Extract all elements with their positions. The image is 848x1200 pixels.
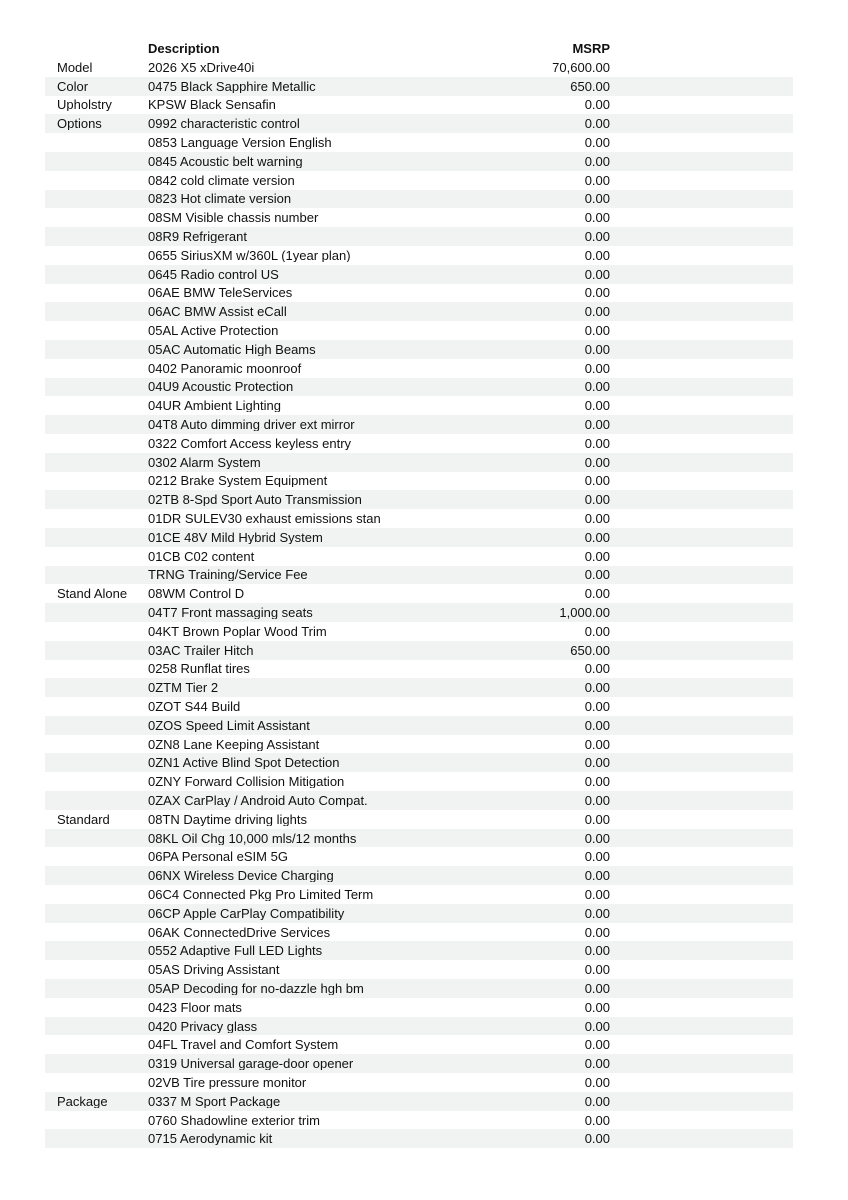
table-row — [45, 979, 793, 998]
row-description: 2026 X5 xDrive40i — [148, 60, 255, 74]
row-msrp: 0.00 — [584, 398, 610, 414]
table-row — [45, 321, 793, 340]
row-description: 08KL Oil Chg 10,000 mls/12 months — [148, 831, 357, 845]
table-row — [45, 622, 793, 641]
table-row — [45, 1017, 793, 1036]
row-msrp: 0.00 — [584, 1112, 610, 1128]
row-msrp: 0.00 — [584, 849, 610, 865]
row-description: 0258 Runflat tires — [148, 662, 250, 676]
table-row — [45, 847, 793, 866]
table-row — [45, 1073, 793, 1092]
row-msrp: 0.00 — [584, 1074, 610, 1090]
row-msrp: 0.00 — [584, 454, 610, 470]
row-description: 0842 cold climate version — [148, 173, 295, 187]
row-msrp: 0.00 — [584, 153, 610, 169]
row-msrp: 0.00 — [584, 943, 610, 959]
row-msrp: 70,600.00 — [552, 59, 610, 75]
row-msrp: 0.00 — [584, 304, 610, 320]
row-msrp: 0.00 — [584, 97, 610, 113]
row-msrp: 0.00 — [584, 1093, 610, 1109]
column-header-msrp: MSRP — [572, 40, 610, 56]
row-msrp: 0.00 — [584, 529, 610, 545]
row-msrp: 0.00 — [584, 285, 610, 301]
table-row — [45, 829, 793, 848]
row-description: KPSW Black Sensafin — [148, 98, 276, 112]
row-msrp: 650.00 — [570, 642, 610, 658]
table-row — [45, 453, 793, 472]
row-description: 05AP Decoding for no-dazzle hgh bm — [148, 981, 364, 995]
table-row — [45, 359, 793, 378]
table-row — [45, 208, 793, 227]
table-row — [45, 904, 793, 923]
column-header-description: Description — [148, 41, 220, 55]
row-msrp: 0.00 — [584, 473, 610, 489]
row-msrp: 0.00 — [584, 266, 610, 282]
row-description: 06AE BMW TeleServices — [148, 286, 293, 300]
row-description: 0475 Black Sapphire Metallic — [148, 79, 316, 93]
row-description: 04FL Travel and Comfort System — [148, 1038, 339, 1052]
table-row — [45, 753, 793, 772]
row-description: 03AC Trailer Hitch — [148, 643, 254, 657]
row-description: 0ZTM Tier 2 — [148, 681, 219, 695]
row-msrp: 0.00 — [584, 135, 610, 151]
row-description: 04U9 Acoustic Protection — [148, 380, 294, 394]
row-description: 01CB C02 content — [148, 549, 255, 563]
row-category: Model — [57, 60, 93, 74]
row-description: 05AL Active Protection — [148, 324, 279, 338]
table-row — [45, 885, 793, 904]
row-category: Package — [57, 1094, 108, 1108]
row-description: 06AK ConnectedDrive Services — [148, 925, 331, 939]
table-row — [45, 772, 793, 791]
table-row — [45, 584, 793, 603]
table-row — [45, 678, 793, 697]
row-msrp: 0.00 — [584, 661, 610, 677]
row-description: 0ZN1 Active Blind Spot Detection — [148, 756, 340, 770]
table-row — [45, 716, 793, 735]
row-description: 0302 Alarm System — [148, 455, 261, 469]
table-header-row — [45, 38, 793, 58]
row-description: 06AC BMW Assist eCall — [148, 305, 287, 319]
row-category: Upholstry — [57, 98, 112, 112]
row-msrp: 0.00 — [584, 511, 610, 527]
row-description: 0322 Comfort Access keyless entry — [148, 436, 352, 450]
row-description: 0423 Floor mats — [148, 1000, 242, 1014]
table-row — [45, 528, 793, 547]
row-description: 0337 M Sport Package — [148, 1094, 281, 1108]
table-row — [45, 810, 793, 829]
row-msrp: 0.00 — [584, 172, 610, 188]
table-row — [45, 660, 793, 679]
row-category: Options — [57, 117, 102, 131]
table-row — [45, 603, 793, 622]
row-msrp: 0.00 — [584, 999, 610, 1015]
table-row — [45, 791, 793, 810]
row-msrp: 0.00 — [584, 586, 610, 602]
table-row — [45, 265, 793, 284]
row-msrp: 1,000.00 — [559, 605, 610, 620]
row-description: 08R9 Refrigerant — [148, 230, 247, 244]
table-row — [45, 1129, 793, 1148]
row-description: 06C4 Connected Pkg Pro Limited Term — [148, 887, 374, 901]
row-msrp: 0.00 — [584, 247, 610, 263]
row-msrp: 0.00 — [584, 830, 610, 846]
row-description: 05AC Automatic High Beams — [148, 342, 316, 356]
row-description: 0212 Brake System Equipment — [148, 474, 328, 488]
row-msrp: 0.00 — [584, 868, 610, 884]
table-row — [45, 246, 793, 265]
row-description: 01CE 48V Mild Hybrid System — [148, 530, 323, 544]
row-description: 06NX Wireless Device Charging — [148, 869, 334, 883]
options-table — [45, 38, 793, 1148]
row-description: 0715 Aerodynamic kit — [148, 1132, 273, 1146]
table-row — [45, 396, 793, 415]
row-msrp: 0.00 — [584, 191, 610, 207]
table-row — [45, 1111, 793, 1130]
row-msrp: 0.00 — [584, 755, 610, 771]
row-msrp: 0.00 — [584, 323, 610, 339]
row-description: 0ZOT S44 Build — [148, 699, 241, 713]
table-row — [45, 190, 793, 209]
row-description: 01DR SULEV30 exhaust emissions stan — [148, 512, 381, 526]
table-row — [45, 941, 793, 960]
row-msrp: 0.00 — [584, 417, 610, 433]
row-msrp: 0.00 — [584, 229, 610, 245]
table-row — [45, 735, 793, 754]
row-msrp: 0.00 — [584, 548, 610, 564]
table-row — [45, 1092, 793, 1111]
table-row — [45, 284, 793, 303]
table-row — [45, 547, 793, 566]
row-category: Color — [57, 79, 89, 93]
row-description: 08SM Visible chassis number — [148, 211, 319, 225]
table-row — [45, 378, 793, 397]
row-description: 08WM Control D — [148, 587, 245, 601]
row-description: 04KT Brown Poplar Wood Trim — [148, 624, 327, 638]
row-msrp: 0.00 — [584, 1131, 610, 1147]
row-msrp: 0.00 — [584, 1018, 610, 1034]
row-msrp: 0.00 — [584, 360, 610, 376]
row-description: 0ZNY Forward Collision Mitigation — [148, 775, 345, 789]
row-description: 0ZN8 Lane Keeping Assistant — [148, 737, 320, 751]
table-row — [45, 472, 793, 491]
table-row — [45, 171, 793, 190]
row-msrp: 0.00 — [584, 116, 610, 132]
row-msrp: 0.00 — [584, 792, 610, 808]
row-msrp: 0.00 — [584, 435, 610, 451]
row-description: 0845 Acoustic belt warning — [148, 154, 303, 168]
row-msrp: 0.00 — [584, 980, 610, 996]
row-msrp: 0.00 — [584, 492, 610, 508]
row-description: 0420 Privacy glass — [148, 1019, 258, 1033]
row-msrp: 0.00 — [584, 1056, 610, 1072]
row-description: 0552 Adaptive Full LED Lights — [148, 944, 323, 958]
table-row — [45, 77, 793, 96]
row-description: 0655 SiriusXM w/360L (1year plan) — [148, 248, 351, 262]
table-row — [45, 434, 793, 453]
row-description: 04UR Ambient Lighting — [148, 399, 281, 413]
table-row — [45, 133, 793, 152]
table-row — [45, 1035, 793, 1054]
row-msrp: 0.00 — [584, 567, 610, 583]
row-description: 04T7 Front massaging seats — [148, 606, 313, 619]
row-msrp: 0.00 — [584, 698, 610, 714]
row-description: 0319 Universal garage-door opener — [148, 1057, 354, 1071]
row-msrp: 0.00 — [584, 680, 610, 696]
table-row — [45, 641, 793, 660]
table-row — [45, 96, 793, 115]
table-row — [45, 340, 793, 359]
table-row — [45, 490, 793, 509]
row-description: 0823 Hot climate version — [148, 192, 292, 206]
table-row — [45, 923, 793, 942]
row-msrp: 0.00 — [584, 1037, 610, 1053]
row-msrp: 0.00 — [584, 210, 610, 226]
row-msrp: 0.00 — [584, 379, 610, 395]
row-description: 0645 Radio control US — [148, 267, 279, 281]
table-row — [45, 697, 793, 716]
row-description: 06CP Apple CarPlay Compatibility — [148, 906, 345, 920]
row-msrp: 0.00 — [584, 886, 610, 902]
row-msrp: 0.00 — [584, 341, 610, 357]
row-description: 0992 characteristic control — [148, 117, 300, 131]
row-msrp: 0.00 — [584, 962, 610, 978]
row-msrp: 650.00 — [570, 78, 610, 94]
row-msrp: 0.00 — [584, 774, 610, 790]
row-description: 04T8 Auto dimming driver ext mirror — [148, 418, 355, 432]
table-row — [45, 866, 793, 885]
row-msrp: 0.00 — [584, 924, 610, 940]
table-row — [45, 998, 793, 1017]
row-msrp: 0.00 — [584, 717, 610, 733]
table-row — [45, 566, 793, 585]
options-table-body — [45, 58, 793, 1148]
table-row — [45, 152, 793, 171]
table-row — [45, 415, 793, 434]
row-description: 06PA Personal eSIM 5G — [148, 850, 288, 864]
row-category: Stand Alone — [57, 587, 128, 601]
table-row — [45, 509, 793, 528]
table-row — [45, 1054, 793, 1073]
row-msrp: 0.00 — [584, 623, 610, 639]
row-description: 0760 Shadowline exterior trim — [148, 1113, 320, 1127]
row-msrp: 0.00 — [584, 736, 610, 752]
row-description: 0ZAX CarPlay / Android Auto Compat. — [148, 793, 368, 807]
row-description: 0402 Panoramic moonroof — [148, 361, 302, 375]
row-description: TRNG Training/Service Fee — [148, 568, 308, 582]
row-description: 02TB 8-Spd Sport Auto Transmission — [148, 493, 362, 507]
row-category: Standard — [57, 812, 110, 826]
row-description: 08TN Daytime driving lights — [148, 812, 307, 826]
table-row — [45, 960, 793, 979]
table-row — [45, 227, 793, 246]
table-row — [45, 302, 793, 321]
row-description: 02VB Tire pressure monitor — [148, 1075, 307, 1089]
row-description: 05AS Driving Assistant — [148, 963, 280, 977]
row-description: 0853 Language Version English — [148, 136, 332, 150]
row-msrp: 0.00 — [584, 905, 610, 921]
table-row — [45, 114, 793, 133]
table-row — [45, 58, 793, 77]
row-description: 0ZOS Speed Limit Assistant — [148, 718, 310, 732]
row-msrp: 0.00 — [584, 811, 610, 827]
